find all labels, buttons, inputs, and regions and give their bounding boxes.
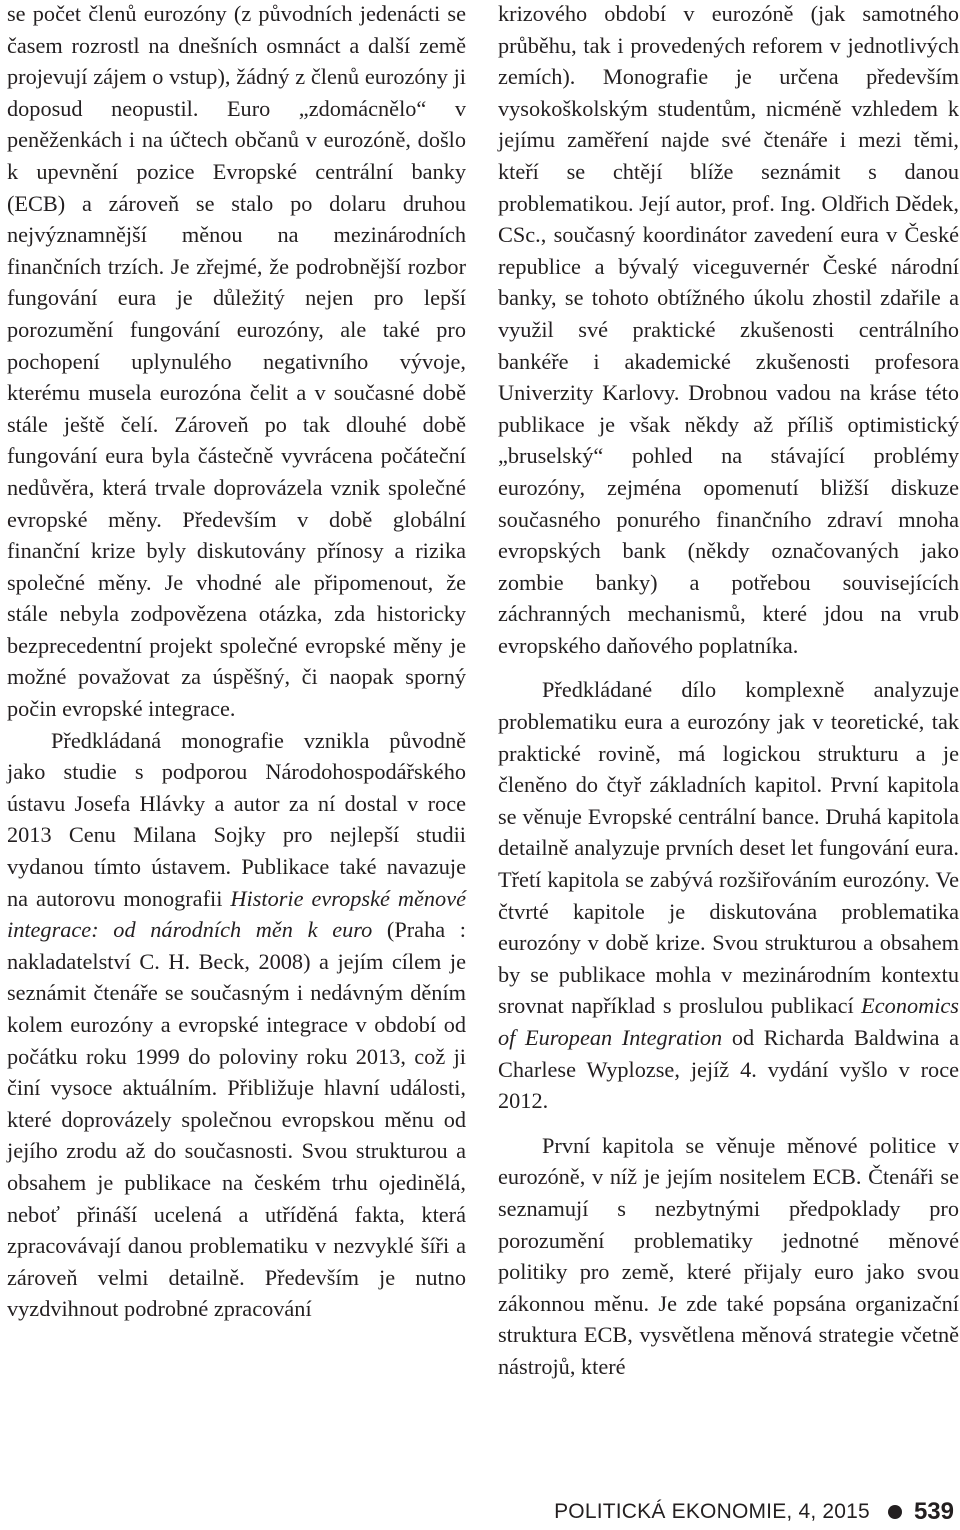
left-paragraph-2-text-a: Předkládaná monografie vznikla původně jako studie s podporou Národohospodářského ústavu Josefa Hlávky a autor za ní dostal v roce 2013 Cenu Milana Sojky pro nejlepší studii vydanou tímto ústavem. Publikace také navazuje na autorovu monografii xyxy=(7,727,466,911)
book-title-italic: Historie evropské měnové integrace: od národních měn k euro xyxy=(7,885,467,943)
page-number: 539 xyxy=(913,1498,954,1525)
left-paragraph-1: se počet členů eurozóny (z původních jedenácti se časem rozrostl na dnešních osmnáct a další země projevují zájem o vstup), žádný z členů eurozóny ji doposud neopustil. Euro „zdomácnělo“ v peněženkách i na účtech občanů v eurozóně, došlo k upevnění pozice Evropské centrální banky (ECB) a zároveň se stalo po dolaru druhou nejvýznamnější měnou na mezinárodních finančních trzích. Je zřejmé, že podrobnější rozbor fungování eura je důležitý nejen pro lepší porozumění fungování eurozóny, ale také pro pochopení uplynulého negativního vývoje, kterému musela eurozóna čelit a v současné době stále ještě čelí. Zároveň po tak dlouhé době fungování eura byla částečně vyvrácena počáteční nedůvěra, která trvale doprovázela vznik společné evropské měny. Především v době globální finanční krize byly diskutovány přínosy a rizika společné měny. Je vhodné ale připomenout, že stále nebyla zodpovězena otázka, zda historicky bezprecedentní projekt společné evropské měny je možné považovat za úspěšný, či naopak sporný počin evropské integrace. xyxy=(7,1,466,722)
right-paragraph-1: krizového období v eurozóně (jak samotného průběhu, tak i provedených reforem v jednotlivých zemích). Monografie je určena především vysokoškolským studentům, nicméně vzhledem k jejímu zaměření najde své čtenáře i mezi těmi, kteří se chtějí blíže seznámit s danou problematikou. Její autor, prof. Ing. Oldřich Dědek, CSc., současný koordinátor zavedení eura v České republice a bývalý viceguvernér České národní banky, se tohoto obtížného úkolu zhostil zdařile a využil své praktické zkušenosti centrálního bankéře i akademické zkušenosti profesora Univerzity Karlovy. Drobnou vadou na kráse této publikace je však někdy až příliš optimistický „bruselský“ pohled na stávající problémy eurozóny, zejména opomenutí bližší diskuze současného ponurého finančního zdraví mnoha evropských bank (někdy označovaných jako zombie banky) a potřebou souvisejících záchranných mechanismů, které jdou na vrub evropského daňového poplatníka. xyxy=(498,1,959,658)
right-paragraph-3: První kapitola se věnuje měnové politice v eurozóně, v níž je jejím nositelem ECB. Čtenáři se seznamují s nezbytnými předpoklady pro porozumění problematiky jednotné měnové politiky pro země, které přijaly euro jako svou zákonnou měnu. Je zde také popsána organizační struktura ECB, vysvětlena měnová strategie včetně nástrojů, které xyxy=(498,1132,959,1379)
journal-name: POLITICKÁ EKONOMIE, 4, 2015 xyxy=(554,1500,870,1523)
right-paragraph-2 xyxy=(498,674,959,1116)
left-column xyxy=(7,0,466,1325)
left-paragraph-2-text-b: (Praha : nakladatelství C. H. Beck, 2008) a jejím cílem je seznámit čtenáře se současným i nedávným děním kolem eurozóny a evropské integrace v období od počátku roku 1999 do poloviny roku 2013, což ji činí vysoce aktuálním. Přibližuje hlavní události, které doprovázely společnou evropskou měnu od jejího zrodu až do současnosti. Svou strukturou a obsahem je publikace na českém trhu ojedinělá, neboť přináší ucelená a utříděná fakta, která zpracovávají danou problematiku v nezvyklé šíři a zároveň velmi detailně. Především je nutno vyzdvihnout podrobné zpracování xyxy=(7,917,466,1322)
bullet-dot-icon xyxy=(888,1505,902,1519)
book-title-italic: Economics of European Integration xyxy=(498,993,959,1050)
right-paragraph-2-text-a: Předkládané dílo komplexně analyzuje problematiku eura a eurozóny jak v teoretické, tak praktické rovině, má logickou strukturu a je členěno do čtyř základních kapitol. První kapitola se věnuje Evropské centrální bance. Druhá kapitola detailně analyzuje prvních deset let fungování eura. Třetí kapitola se zabývá rozšiřováním eurozóny. Ve čtvrté kapitole je diskutována problematika eurozóny v době krize. Svou strukturou a obsahem by se publikace mohla v mezinárodním kontextu srovnat například s proslulou publikací xyxy=(498,677,959,1019)
left-paragraph-2 xyxy=(7,725,466,1325)
right-paragraph-2-text-b: od Richarda Baldwina a Charlese Wyplozse, jejíž 4. vydání vyšlo v roce 2012. xyxy=(498,1025,959,1114)
right-column xyxy=(498,0,959,1383)
page-footer xyxy=(554,1494,954,1530)
